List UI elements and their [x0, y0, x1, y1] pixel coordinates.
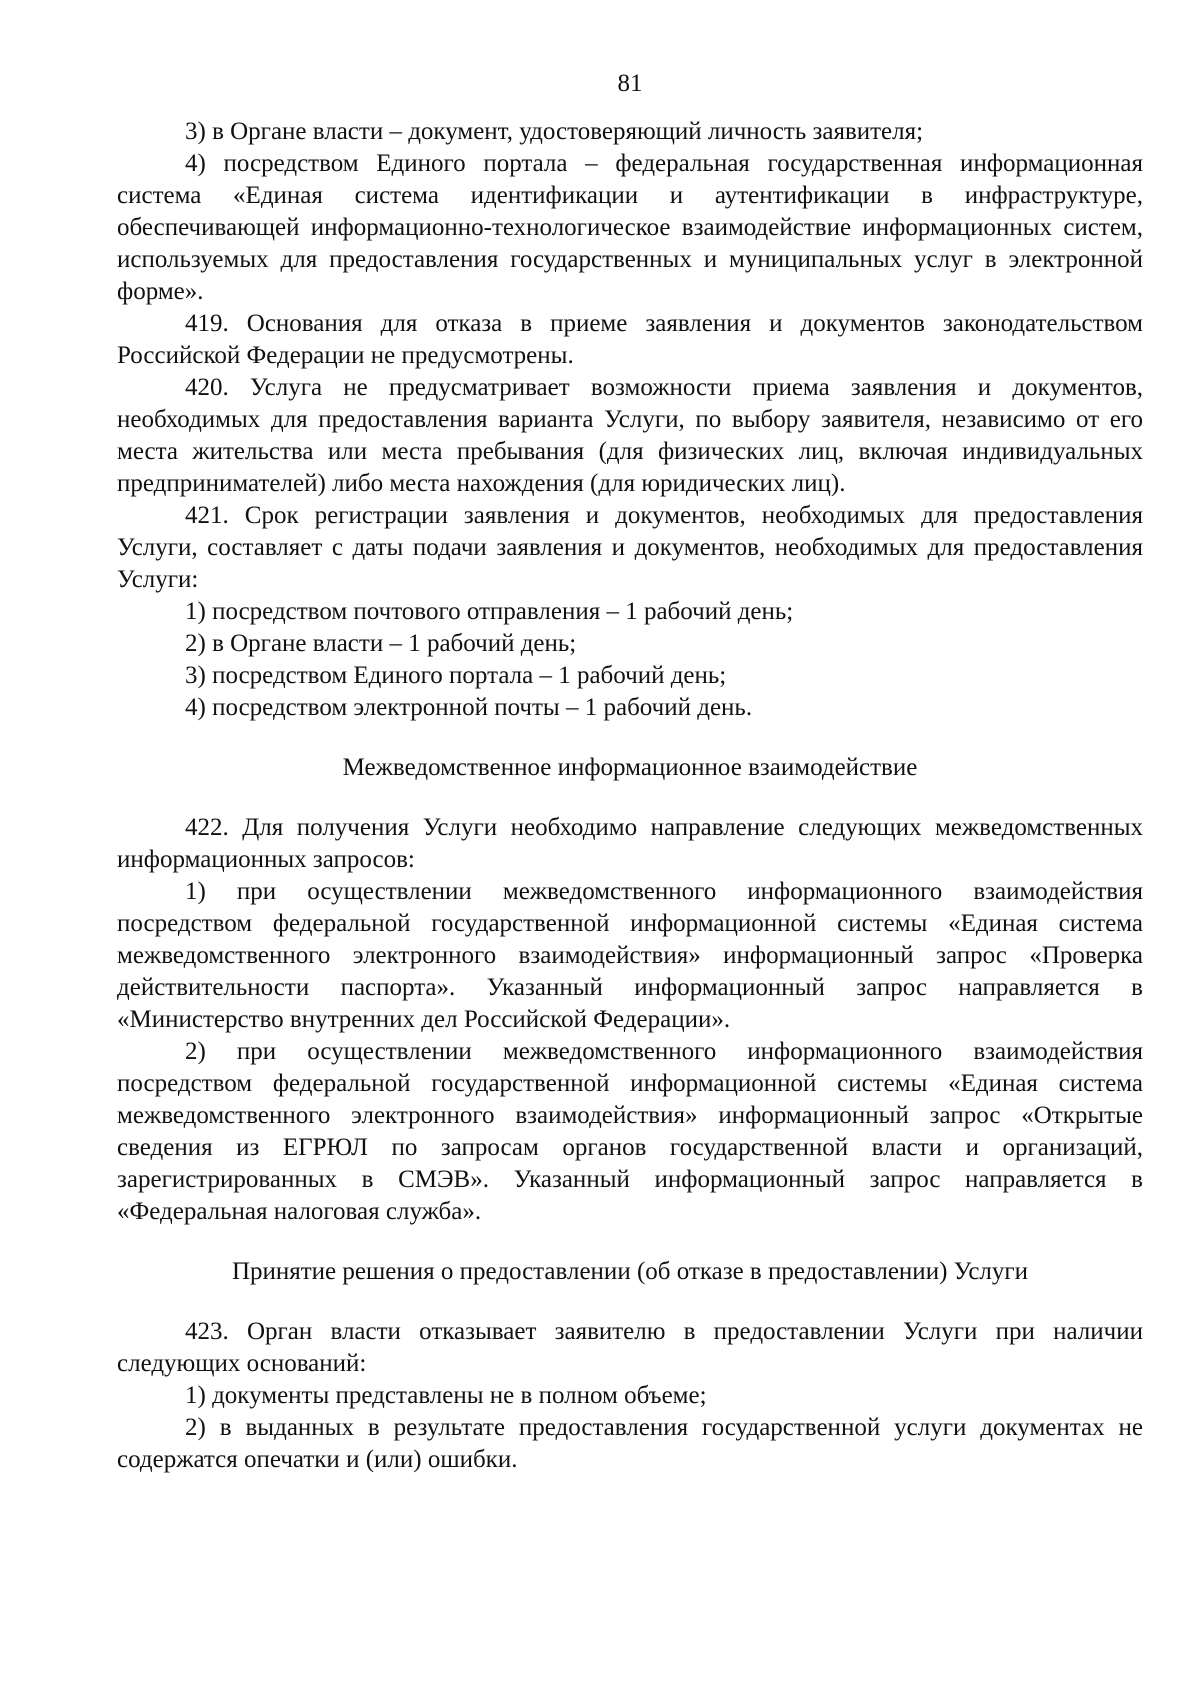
paragraph: 419. Основания для отказа в приеме заявления и документов законодательством Российской Федерации не предусмотрены.	[117, 310, 1143, 369]
section-heading: Принятие решения о предоставлении (об отказе в предоставлении) Услуги	[231, 1258, 1029, 1285]
paragraph: 422. Для получения Услуги необходимо направление следующих межведомственных информационных запросов:	[117, 814, 1143, 873]
paragraph: 420. Услуга не предусматривает возможности приема заявления и документов, необходимых для предоставления варианта Услуги, по выбору заявителя, независимо от его места жительства или места пребывания (для физических лиц, включая индивидуальных предпринимателей) либо места нахождения (для юридических лиц).	[117, 374, 1143, 497]
document-page	[117, 66, 1143, 1476]
paragraph: 421. Срок регистрации заявления и документов, необходимых для предоставления Услуги, составляет с даты подачи заявления и документов, необходимых для предоставления Услуги:	[117, 502, 1143, 593]
page-number: 81	[617, 70, 643, 97]
paragraph: 4) посредством Единого портала – федеральная государственная информационная система «Единая система идентификации и аутентификации в инфраструктуре, обеспечивающей информационно-технологическое взаимодействие информационных систем, используемых для предоставления государственных и муниципальных услуг в электронной форме».	[117, 150, 1143, 305]
list-item: 2) в Органе власти – 1 рабочий день;	[185, 630, 577, 657]
list-item: 2) в выданных в результате предоставления государственной услуги документах не содержатся опечатки и (или) ошибки.	[117, 1414, 1143, 1473]
paragraph: 3) в Органе власти – документ, удостоверяющий личность заявителя;	[185, 118, 924, 145]
list-item: 1) при осуществлении межведомственного информационного взаимодействия посредством федеральной государственной информационной системы «Единая система межведомственного электронного взаимодействия» информационный запрос «Проверка действительности паспорта». Указанный информационный запрос направляется в «Министерство внутренних дел Российской Федерации».	[117, 878, 1143, 1033]
section-heading: Межведомственное информационное взаимодействие	[342, 754, 918, 781]
list-item: 1) документы представлены не в полном объеме;	[185, 1382, 707, 1409]
list-item: 3) посредством Единого портала – 1 рабочий день;	[185, 662, 727, 689]
paragraph: 423. Орган власти отказывает заявителю в предоставлении Услуги при наличии следующих оснований:	[117, 1318, 1143, 1377]
list-item: 1) посредством почтового отправления – 1 рабочий день;	[185, 598, 794, 625]
list-item: 2) при осуществлении межведомственного информационного взаимодействия посредством федеральной государственной информационной системы «Единая система межведомственного электронного взаимодействия» информационный запрос «Открытые сведения из ЕГРЮЛ по запросам органов государственной власти и организаций, зарегистрированных в СМЭВ». Указанный информационный запрос направляется в «Федеральная налоговая служба».	[117, 1038, 1143, 1225]
list-item: 4) посредством электронной почты – 1 рабочий день.	[185, 694, 753, 721]
